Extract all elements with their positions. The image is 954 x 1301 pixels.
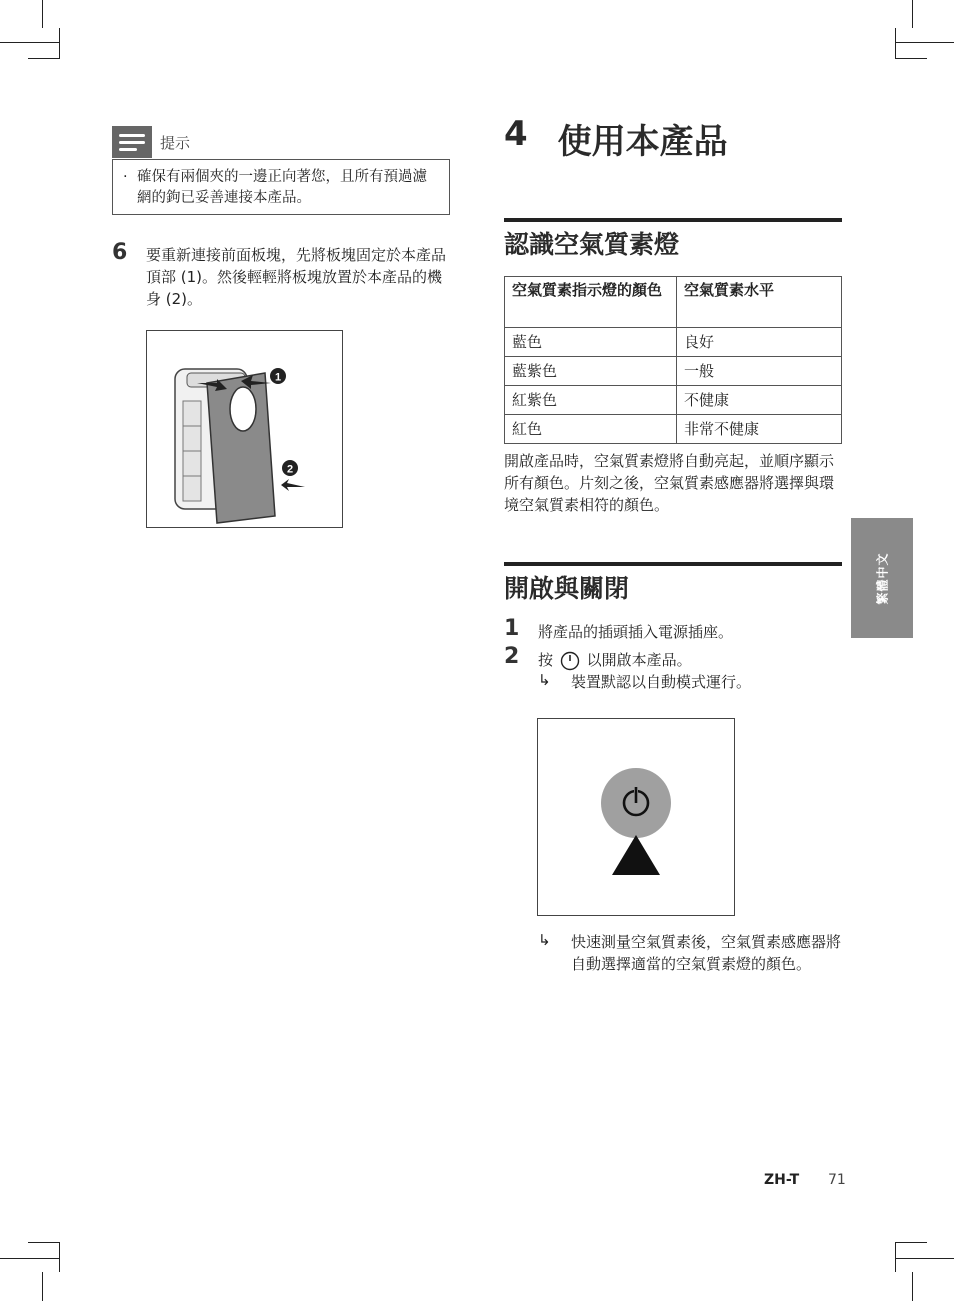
chapter-number: 4 <box>504 114 528 154</box>
power-button-illustration <box>538 719 734 915</box>
language-side-tab <box>851 518 913 638</box>
result-text: 裝置默認以自動模式運行。 <box>571 673 752 691</box>
section-rule <box>504 218 842 222</box>
step-text: 將產品的插頭插入電源插座。 <box>538 623 734 641</box>
step-text <box>538 649 838 671</box>
language-label: 繁體中文 <box>875 551 890 605</box>
chapter-title: 使用本產品 <box>557 122 728 162</box>
table-header-row <box>505 277 842 328</box>
tip-bullet: · <box>123 169 128 185</box>
section-rule <box>504 562 842 566</box>
note-icon <box>112 126 152 158</box>
section-paragraph: 開啟產品時，空氣質素燈將自動亮起，並順序顯示所有顏色。片刻之後，空氣質素感應器將選擇與環境空氣質素相符的顏色。 <box>504 452 835 514</box>
crop-mark <box>28 58 60 59</box>
step-number: 2 <box>504 644 520 669</box>
crop-mark <box>28 1242 60 1243</box>
crop-mark <box>895 28 896 58</box>
table-row <box>505 386 842 415</box>
result-arrow: ↳ <box>538 671 551 689</box>
table-cell: 藍色 <box>505 328 677 357</box>
crop-mark <box>59 1242 60 1272</box>
crop-mark <box>896 42 954 43</box>
crop-mark <box>895 58 927 59</box>
table-header: 空氣質素指示燈的顏色 <box>505 277 677 328</box>
table-cell: 藍紫色 <box>505 357 677 386</box>
tip-box <box>112 159 450 215</box>
section-title: 開啟與關閉 <box>504 574 630 603</box>
tip-title: 提示 <box>160 133 191 152</box>
step-number: 6 <box>112 240 128 265</box>
crop-mark <box>895 1242 927 1243</box>
step-text: 要重新連接前面板塊，先將板塊固定於本產品頂部 (1)。然後輕輕將板塊放置於本產品的機身 (2)。 <box>146 246 447 308</box>
step-text-before: 按 <box>538 651 554 669</box>
crop-mark <box>42 1272 43 1301</box>
panel-attach-figure <box>146 330 343 528</box>
table-row <box>505 328 842 357</box>
table-row <box>505 357 842 386</box>
tip-header <box>112 126 190 158</box>
crop-mark <box>0 1258 59 1259</box>
crop-mark <box>59 28 60 58</box>
table-cell: 一般 <box>677 357 842 386</box>
air-quality-table <box>504 276 842 444</box>
table-cell: 不健康 <box>677 386 842 415</box>
table-header: 空氣質素水平 <box>677 277 842 328</box>
section-title: 認識空氣質素燈 <box>504 230 680 259</box>
table-cell: 非常不健康 <box>677 415 842 444</box>
power-button-figure <box>537 718 735 916</box>
table-row <box>505 415 842 444</box>
power-icon <box>560 651 580 671</box>
crop-mark <box>912 0 913 28</box>
result-text: 快速測量空氣質素後，空氣質素感應器將自動選擇適當的空氣質素燈的顏色。 <box>571 933 842 973</box>
table-cell: 紅紫色 <box>505 386 677 415</box>
footer-language-code: ZH-T <box>764 1172 800 1188</box>
chapter-heading <box>504 114 728 163</box>
crop-mark <box>895 1242 896 1272</box>
crop-mark <box>0 42 59 43</box>
crop-mark <box>896 1258 954 1259</box>
result-arrow: ↳ <box>538 931 551 949</box>
purifier-panel-illustration <box>147 331 342 527</box>
tip-text: 確保有兩個夾的一邊正向著您，且所有預過濾網的鉤已妥善連接本產品。 <box>137 169 427 206</box>
table-cell: 紅色 <box>505 415 677 444</box>
callout-2: 2 <box>286 463 294 476</box>
crop-mark <box>912 1272 913 1301</box>
crop-mark <box>42 0 43 28</box>
table-cell: 良好 <box>677 328 842 357</box>
callout-1: 1 <box>274 371 282 384</box>
step-number: 1 <box>504 616 520 641</box>
step-text-after: 以開啟本產品。 <box>586 651 692 669</box>
page-number: 71 <box>828 1172 846 1188</box>
